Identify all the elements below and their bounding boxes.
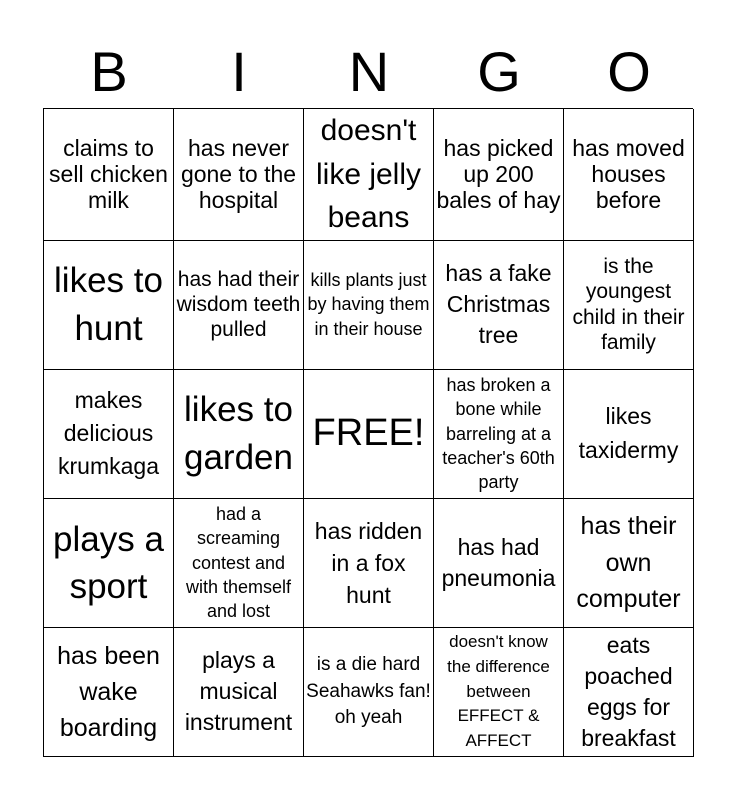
bingo-cell[interactable]: has picked up 200 bales of hay	[434, 109, 564, 241]
header-letter-b: B	[90, 40, 128, 103]
bingo-cell[interactable]: has their own computer	[564, 499, 694, 628]
bingo-cell[interactable]: likes taxidermy	[564, 370, 694, 499]
bingo-cell[interactable]: has broken a bone while barreling at a teacher's 60th party	[434, 370, 564, 499]
bingo-header	[44, 40, 694, 104]
bingo-cell[interactable]: claims to sell chicken milk	[44, 109, 174, 241]
bingo-grid	[43, 108, 693, 757]
header-letter-i: I	[231, 40, 247, 103]
header-letter-g: G	[477, 40, 521, 103]
bingo-cell[interactable]: eats poached eggs for breakfast	[564, 628, 694, 757]
header-letter-o: O	[607, 40, 651, 103]
bingo-cell[interactable]: had a screaming contest and with themself and lost	[174, 499, 304, 628]
bingo-cell[interactable]: kills plants just by having them in their house	[304, 241, 434, 370]
bingo-cell[interactable]: doesn't know the difference between EFFECT & AFFECT	[434, 628, 564, 757]
bingo-cell[interactable]: likes to garden	[174, 370, 304, 499]
bingo-cell[interactable]: has moved houses before	[564, 109, 694, 241]
bingo-cell[interactable]: makes delicious krumkaga	[44, 370, 174, 499]
bingo-cell[interactable]: has a fake Christmas tree	[434, 241, 564, 370]
bingo-cell[interactable]: doesn't like jelly beans	[304, 109, 434, 241]
bingo-cell[interactable]: has had their wisdom teeth pulled	[174, 241, 304, 370]
bingo-cell[interactable]: has had pneumonia	[434, 499, 564, 628]
header-letter-n: N	[348, 40, 390, 103]
bingo-cell[interactable]: is the youngest child in their family	[564, 241, 694, 370]
bingo-cell[interactable]: has ridden in a fox hunt	[304, 499, 434, 628]
bingo-cell[interactable]: has been wake boarding	[44, 628, 174, 757]
bingo-cell[interactable]: likes to hunt	[44, 241, 174, 370]
bingo-cell[interactable]: plays a sport	[44, 499, 174, 628]
free-space[interactable]: FREE!	[304, 370, 434, 499]
bingo-cell[interactable]: is a die hard Seahawks fan! oh yeah	[304, 628, 434, 757]
bingo-cell[interactable]: has never gone to the hospital	[174, 109, 304, 241]
bingo-cell[interactable]: plays a musical instrument	[174, 628, 304, 757]
